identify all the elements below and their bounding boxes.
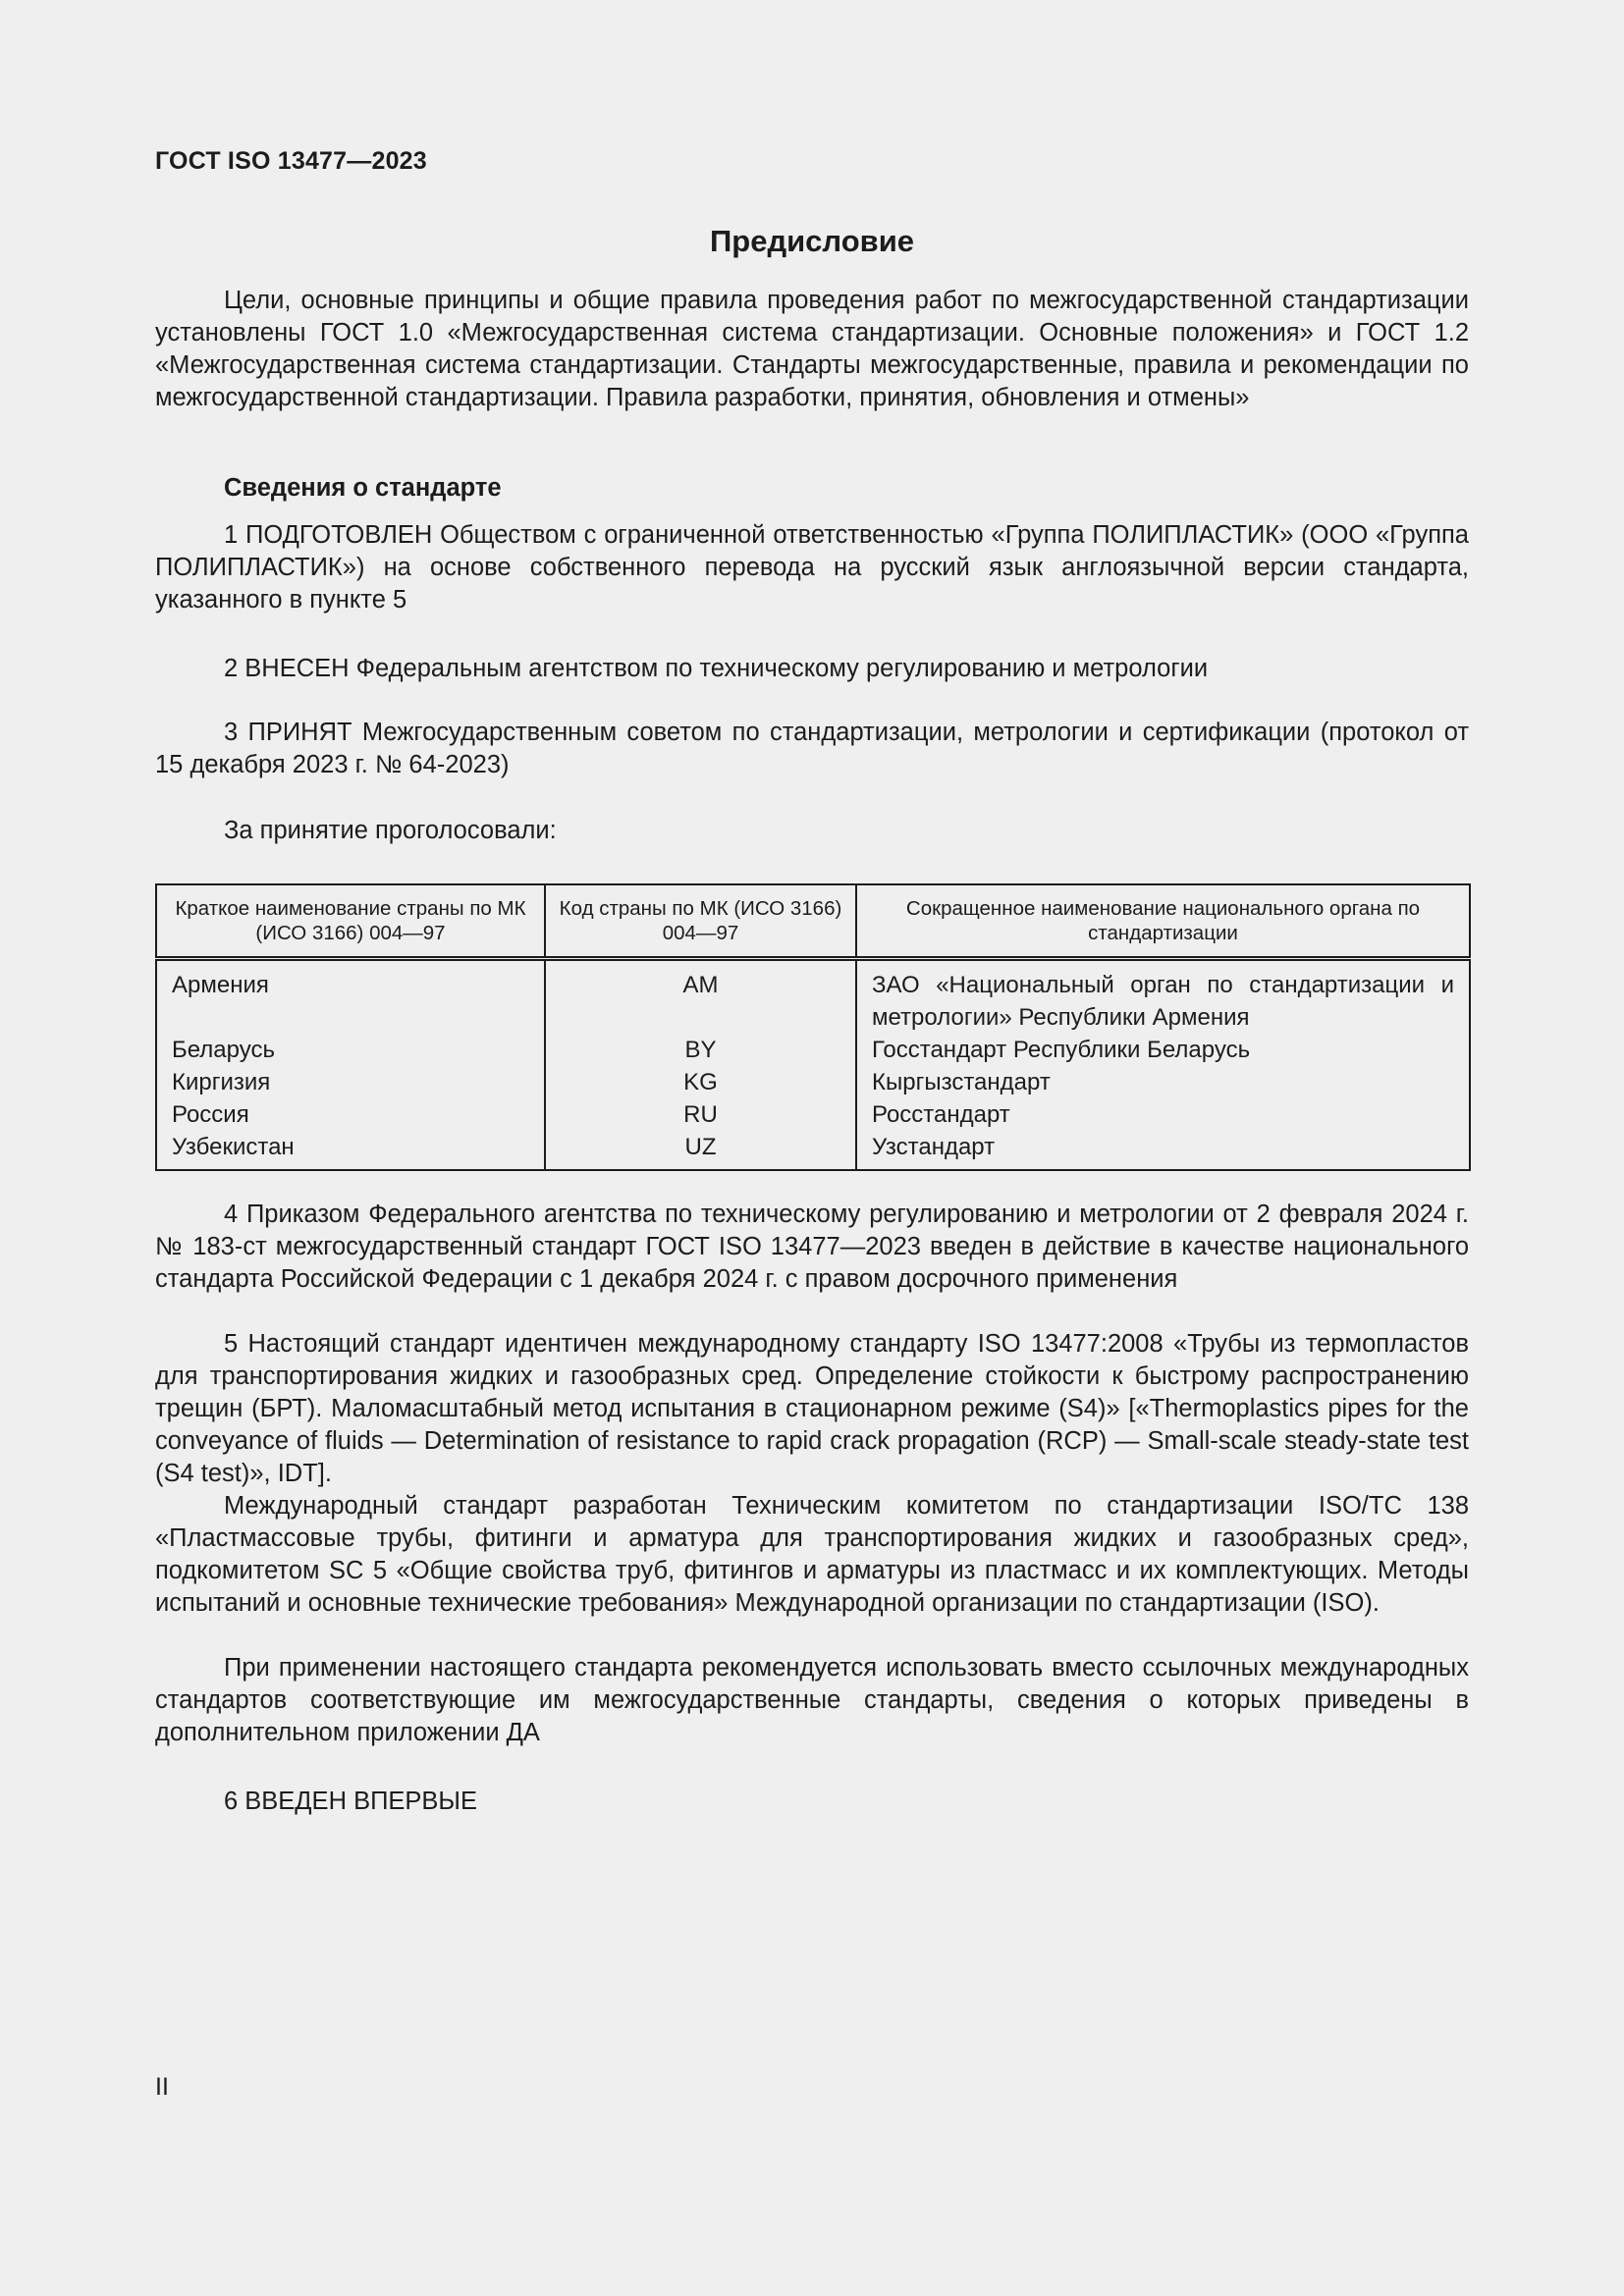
votes-intro: За принятие проголосовали: [224,817,557,844]
intro-paragraph: Цели, основные принципы и общие правила проведения работ по межгосударственной стандартизации установлены ГОСТ 1.0 «Межгосударственная система стандартизации. Основные положения» и ГОСТ 1.2 «Межгосударственная система стандартизации. Стандарты межгосударственные, правила и рекомендации по межгосударственной стандартизации. Правила разработки, принятия, обновления и отмены» [155,287,1469,411]
code-cell: KG [545,1066,856,1098]
item-3-adopted: 3 ПРИНЯТ Межгосударственным советом по стандартизации, метрологии и сертификации (протокол от 15 декабря 2023 г. № 64-2023) [155,719,1469,778]
header-country: Краткое наименование страны по МК (ИСО 3166) 004—97 [156,884,545,959]
table-row [156,1098,1470,1131]
document-code: ГОСТ ISO 13477—2023 [155,147,427,175]
code-cell: BY [545,1034,856,1066]
table-row [156,1034,1470,1066]
item-1-prepared: 1 ПОДГОТОВЛЕН Обществом с ограниченной ответственностью «Группа ПОЛИПЛАСТИК» (ООО «Группа ПОЛИПЛАСТИК») на основе собственного перевода на русский язык англоязычной версии стандарта, указанного в пункте 5 [155,521,1469,614]
standard-info-heading: Сведения о стандарте [224,474,502,502]
country-cell: Россия [156,1098,545,1131]
item-5-application: При применении настоящего стандарта рекомендуется использовать вместо ссылочных международных стандартов соответствующие им межгосударственные стандарты, сведения о которых приведены в дополнительном приложении ДА [155,1654,1469,1746]
code-cell: RU [545,1098,856,1131]
country-cell: Киргизия [156,1066,545,1098]
header-standards-body: Сокращенное наименование национального органа по стандартизации [856,884,1470,959]
table-row [156,1066,1470,1098]
voting-countries-table [155,883,1471,1171]
item-2-submitted: 2 ВНЕСЕН Федеральным агентством по техническому регулированию и метрологии [224,655,1209,682]
foreword-title: Предисловие [709,224,914,258]
item-4-enacted: 4 Приказом Федерального агентства по техническому регулированию и метрологии от 2 февраля 2024 г. № 183-ст межгосударственный стандарт ГОСТ ISO 13477—2023 введен в действие в качестве национального стандарта Российской Федерации с 1 декабря 2024 г. с правом досрочного применения [155,1201,1469,1293]
table-row [156,959,1470,1035]
body-cell: Кыргызстандарт [856,1066,1470,1098]
table-row [156,1131,1470,1170]
country-cell: Узбекистан [156,1131,545,1170]
page-number: II [155,2073,169,2101]
header-code: Код страны по МК (ИСО 3166) 004—97 [545,884,856,959]
country-cell: Армения [156,959,545,1035]
item-5-committee: Международный стандарт разработан Техническим комитетом по стандартизации ISO/TC 138 «Пластмассовые трубы, фитинги и арматура для транспортирования жидких и газообразных сред», подкомитетом SC 5 «Общие свойства труб, фитингов и арматуры из пластмасс и их комплектующих. Методы испытаний и основные технические требования» Международной организации по стандартизации (ISO). [155,1492,1469,1617]
body-cell: Госстандарт Республики Беларусь [856,1034,1470,1066]
code-cell: AM [545,959,856,1035]
table-header-row [156,884,1470,959]
code-cell: UZ [545,1131,856,1170]
body-cell: ЗАО «Национальный орган по стандартизации и метрологии» Республики Армения [856,959,1470,1035]
country-cell: Беларусь [156,1034,545,1066]
item-5-identical: 5 Настоящий стандарт идентичен международному стандарту ISO 13477:2008 «Трубы из термопластов для транспортирования жидких и газообразных сред. Определение стойкости к быстрому распространению трещин (БРТ). Маломасштабный метод испытания в стационарном режиме (S4)» [«Thermoplastics pipes for the conveyance of fluids — Determination of resistance to rapid crack propagation (RCP) — Small-scale steady-state test (S4 test)», IDT]. [155,1330,1469,1487]
body-cell: Росстандарт [856,1098,1470,1131]
body-cell: Узстандарт [856,1131,1470,1170]
item-6-first-introduced: 6 ВВЕДЕН ВПЕРВЫЕ [224,1788,478,1815]
